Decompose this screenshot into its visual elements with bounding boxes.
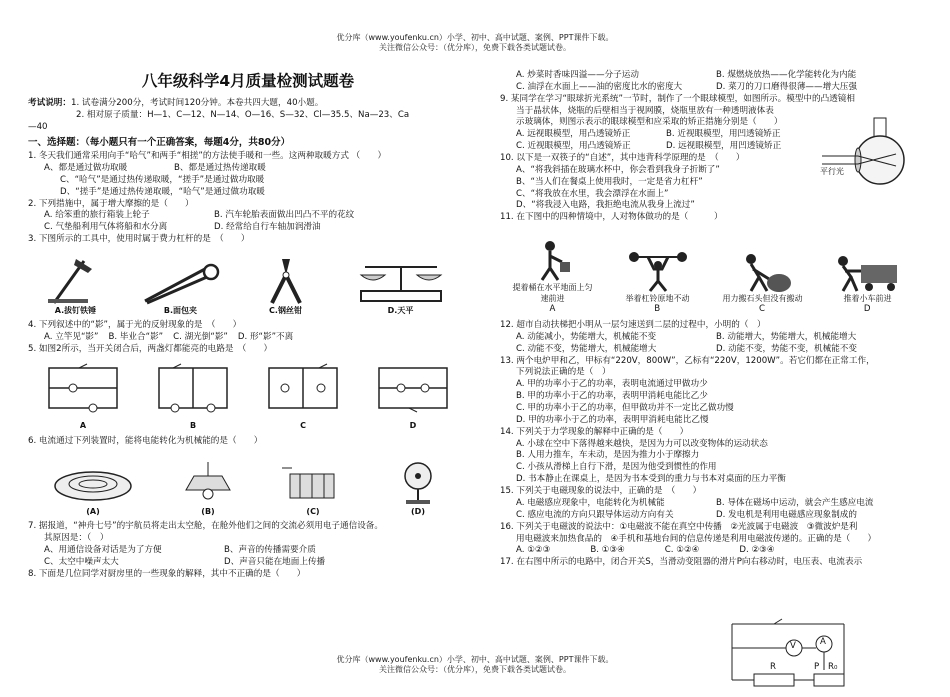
q10-stem: 10. 以下是一双筷子的“自述”，其中违背科学原理的是 （ ）	[500, 153, 745, 164]
q1-stem: 1. 冬天我们通常采用向手“哈气”和两手“相搓”的方法使手暖和一些。这两种取暖方式 （ ）	[28, 151, 387, 162]
q7-stem: 7. 据报道，“神舟七号”的宇航员将走出太空舱，在舱外他们之间的交流必须用电子通信设备。	[28, 521, 383, 532]
q14-option-a: A. 小球在空中下落得越来越快，是因为力可以改变物体的运动状态	[516, 438, 768, 449]
q15-option-d: D. 发电机是利用电磁感应现象制成的	[716, 509, 857, 520]
hammer-icon	[46, 255, 106, 305]
q6-label-d: (D)	[411, 507, 425, 517]
q12-stem: 12. 超市自动扶梯把小明从一层匀速送到二层的过程中，小明的（ ）	[500, 320, 766, 331]
q17-ammeter-label: A	[820, 637, 826, 647]
right-column	[500, 70, 920, 569]
circuit-diagram-icon	[153, 362, 233, 420]
q13-option-a: A. 甲的功率小于乙的功率，表明电流通过甲做功少	[516, 379, 708, 390]
q3-figure	[28, 250, 468, 316]
q9-stem: 9. 某同学在学习“眼球折光系统”一节时，制作了一个眼球模型，如图所示。模型中的凸透镜相	[500, 93, 855, 104]
q3-label-b: B.面包夹	[163, 305, 198, 315]
q11-caption-b: 举着杠铃原地不动	[625, 294, 690, 304]
eye-model-flask-icon	[820, 116, 920, 196]
q6-figure	[28, 451, 468, 517]
q5-figure	[28, 360, 468, 432]
q6-label-a: (A)	[86, 507, 100, 517]
q1-option-b: B、都是通过热传递取暖	[174, 162, 266, 173]
q11-scene-b	[618, 251, 698, 304]
q6-label-c: (C)	[306, 507, 320, 517]
note-2: 2. 相对原子质量：H—1、C—12、N—14、O—16、S—32、Cl—35.5、Na—23、Ca	[76, 110, 410, 121]
q11-label-c: C	[759, 304, 766, 315]
q5-circuit-c	[263, 362, 343, 431]
q17-r0-label: R₀	[828, 662, 838, 672]
pliers-icon	[256, 255, 316, 305]
page-header	[0, 33, 950, 54]
q16-option-d: D. ②③④	[739, 545, 775, 556]
q9-option-d: D. 远视眼模型，用凹透镜矫正	[666, 141, 782, 152]
q11-label-a: A	[549, 304, 556, 315]
q7-stem-2: 其原因是：（ ）	[44, 533, 109, 544]
q3-tool-d	[351, 255, 451, 316]
q11-figure	[500, 228, 920, 304]
q1-option-c: C、“哈气”是通过热传递取暖，“搓手”是通过做功取暖	[60, 174, 265, 185]
person-pushing-cart-icon	[833, 251, 903, 293]
q8-option-b: B. 煤燃烧放热——化学能转化为内能	[716, 70, 857, 80]
q13-stem: 13. 两个电炉甲和乙，甲标有“220V，800W”，乙标有“220V，1200W”。若它们都在正常工作，	[500, 355, 875, 366]
q9-figure	[820, 116, 920, 196]
q1-option-a: A、都是通过做功取暖	[44, 162, 128, 173]
q6-label-b: (B)	[201, 507, 215, 517]
q12-option-b: B. 动能增大，势能增大，机械能增大	[716, 331, 857, 342]
q5-label-d: D	[409, 421, 417, 431]
footer-line2: 关注微信公众号：（优分库），免费下载各类试题试卷。	[379, 665, 571, 675]
q5-label-c: C	[300, 421, 306, 431]
q12-option-d: D. 动能不变，势能不变，机械能不变	[716, 343, 857, 354]
q7-option-a: A、用通信设备对话是为了方便	[44, 545, 162, 556]
q11-scene-a	[513, 240, 593, 304]
q9-option-b: B. 近视眼模型，用凹透镜矫正	[666, 129, 781, 140]
q13-stem-2: 下列说法正确的是（ ）	[516, 367, 611, 378]
q16-option-c: C. ①②④	[664, 545, 700, 556]
page-footer	[0, 655, 950, 676]
q15-option-a: A. 电磁感应现象中，电能转化为机械能	[516, 497, 665, 508]
q14-option-b: B. 人用力推车，车未动，是因为推力小于摩擦力	[516, 450, 700, 461]
q17-figure	[724, 618, 864, 688]
q17-voltmeter-label: V	[790, 641, 796, 651]
q9-stem-3: 示玻璃体，则图示表示的眼球模型和应采取的矫正措施分别是（ ）	[516, 117, 783, 128]
q3-stem: 3. 下图所示的工具中，使用时属于费力杠杆的是 （ ）	[28, 234, 250, 245]
q17-stem: 17. 在右图中所示的电路中，闭合开关S，当滑动变阻器的滑片P向右移动时，电压表、电流表示	[500, 557, 863, 568]
circuit-diagram-icon	[43, 362, 123, 420]
q9-fig-label: 平行光	[820, 166, 844, 176]
weightlifter-icon	[628, 251, 688, 293]
q14-option-d: D. 书本静止在课桌上，是因为书本受到的重力与书本对桌面的压力平衡	[516, 474, 786, 485]
electric-stove-icon	[48, 460, 138, 506]
q9-option-a: A. 远视眼模型，用凸透镜矫正	[516, 129, 631, 140]
q5-stem: 5. 如图2所示，当开关闭合后，两盏灯都能亮的电路是 （ ）	[28, 343, 273, 354]
q2-option-d: D. 经常给自行车轴加润滑油	[214, 222, 321, 233]
electric-fan-icon	[388, 460, 448, 506]
q16-stem-2: 用电磁波来加热食品的 ④手机和基地台间的信息传递是利用电磁波传递的。正确的是（ ）	[516, 533, 877, 544]
q4-option-a: A. 立竿见“影”	[44, 331, 99, 342]
q16-option-b: B. ①③④	[590, 545, 625, 556]
q16-stem: 16. 下列关于电磁波的说法中：①电磁波不能在真空中传播 ②光波属于电磁波 ③微波炉是利	[500, 521, 858, 532]
header-line2: 关注微信公众号：（优分库），免费下载各类试题试卷。	[379, 43, 571, 53]
q2-stem: 2. 下列措施中，属于增大摩擦的是（ ）	[28, 198, 194, 209]
q2-option-a: A. 给笨重的旅行箱装上轮子	[44, 210, 150, 221]
q4-stem: 4. 下列叙述中的“影”，属于光的反射现象的是 （ ）	[28, 319, 242, 330]
q11-caption-d: 推着小车前进	[843, 294, 892, 304]
person-lifting-rock-icon	[733, 251, 793, 293]
q4-option-b: B. 毕业合“影”	[108, 331, 164, 342]
q8-stem: 8. 下面是几位同学对厨房里的一些现象的解释，其中不正确的是（ ）	[28, 568, 306, 579]
q10-option-d: D、“将我浸入电路，我拒绝电流从我身上流过”	[516, 200, 695, 211]
q6-device-c	[278, 460, 348, 517]
circuit-diagram-icon	[263, 362, 343, 420]
q11-label-d: D	[863, 304, 871, 315]
q17-circuit-icon	[724, 618, 864, 688]
person-carrying-bucket-icon	[528, 240, 578, 282]
note-1: 1. 试卷满分200分，考试时间120分钟。本卷共四大题，40小题。	[70, 98, 324, 109]
q10-option-c: C、“将我放在水里，我会漂浮在水面上”	[516, 188, 669, 199]
paper-title: 八年级科学4月质量检测试题卷	[141, 72, 355, 90]
q15-option-b: B. 导体在磁场中运动，就会产生感应电流	[716, 497, 874, 508]
footer-line1: 优分库（www.youfenku.cn）小学、初中、高中试题、案例、PPT课件下载。	[336, 655, 614, 664]
q11-stem: 11. 在下图中的四种情境中，人对物体做功的是（ ）	[500, 212, 723, 223]
header-line1: 优分库（www.youfenku.cn）小学、初中、高中试题、案例、PPT课件下载。	[336, 33, 614, 42]
q6-device-b	[178, 460, 238, 517]
q7-option-d: D、声音只能在地面上传播	[224, 556, 326, 567]
q13-option-c: C. 甲的功率小于乙的功率，但甲做功并不一定比乙做功慢	[516, 403, 734, 414]
q14-stem: 14. 下列关于力学现象的解释中正确的是（ ）	[500, 426, 689, 437]
q5-label-a: A	[79, 421, 87, 431]
q15-option-c: C. 感应电流的方向只跟导体运动方向有关	[516, 509, 674, 520]
q8-option-c: C. 油浮在水面上——油的密度比水的密度大	[516, 81, 683, 92]
q11-caption-c: 用力搬石头但没有搬动	[722, 294, 803, 304]
q5-circuit-a	[43, 362, 123, 431]
q2-option-c: C. 气垫船利用气体将船和水分离	[44, 222, 168, 233]
q3-tool-b	[141, 255, 221, 316]
q6-stem: 6. 电流通过下列装置时，能将电能转化为机械能的是（ ）	[28, 435, 263, 446]
q5-label-b: B	[189, 421, 197, 431]
q9-option-c: C. 近视眼模型，用凸透镜矫正	[516, 141, 631, 152]
q15-stem: 15. 下列关于电磁现象的说法中，正确的是 （ ）	[500, 486, 702, 497]
q3-label-a: A.拔钉铁锤	[54, 305, 97, 315]
q8-option-d: D. 菜刀的刀口磨得很薄——增大压强	[716, 81, 857, 92]
q4-option-c: C. 湖光倒“影”	[173, 331, 228, 342]
note-2b: —40	[28, 122, 48, 133]
q7-option-b: B、声音的传播需要介质	[224, 545, 316, 556]
q16-option-a: A. ①②③	[516, 545, 551, 556]
q11-scene-c	[723, 251, 803, 304]
q3-tool-c	[256, 255, 316, 316]
lamp-icon	[178, 460, 238, 506]
q11-label-b: B	[654, 304, 661, 315]
bread-clip-icon	[141, 255, 221, 305]
q17-resistor-label: R	[770, 662, 776, 672]
section-1-heading: 一、选择题：（每小题只有一个正确答案，每题4分，共80分）	[28, 136, 291, 148]
q7-option-c: C、太空中噪声太大	[44, 556, 119, 567]
q1-option-d: D、“搓手”是通过热传递取暖，“哈气”是通过做功取暖	[60, 186, 265, 197]
q4-option-d: D. 形“影”不离	[237, 331, 294, 342]
q3-label-d: D.天平	[387, 305, 414, 315]
notes-label: 考试说明：	[28, 98, 71, 109]
q5-circuit-b	[153, 362, 233, 431]
left-column	[28, 63, 468, 581]
q12-option-c: C. 动能不变，势能增大，机械能增大	[516, 343, 657, 354]
battery-charger-icon	[278, 460, 348, 506]
q6-device-a	[48, 460, 138, 517]
q13-option-b: B. 甲的功率小于乙的功率，表明甲消耗电能比乙少	[516, 391, 708, 402]
q11-caption-a: 提着桶在水平地面上匀速前进	[512, 283, 593, 304]
q10-option-a: A、“将我斜插在玻璃水杯中，你会看到我身子折断了”	[516, 164, 720, 175]
q13-option-d: D. 甲的功率小于乙的功率，表明甲消耗电能比乙慢	[516, 414, 709, 425]
q14-option-c: C. 小孩从滑梯上自行下滑，是因为他受到惯性的作用	[516, 462, 717, 473]
q9-stem-2: 当于晶状体，烧瓶的后壁相当于视网膜，烧瓶里放有一种透明液体表	[516, 105, 774, 116]
q12-option-a: A. 动能减小，势能增大，机械能不变	[516, 331, 657, 342]
q8-option-a: A. 炒菜时香味四溢——分子运动	[516, 70, 639, 80]
q3-label-c: C.钢丝钳	[269, 305, 302, 315]
q3-tool-a	[46, 255, 106, 316]
q11-scene-d	[828, 251, 908, 304]
q17-slider-label: P	[814, 662, 820, 672]
circuit-diagram-icon	[373, 362, 453, 420]
q2-option-b: B. 汽车轮胎表面做出凹凸不平的花纹	[214, 210, 355, 221]
balance-scale-icon	[351, 255, 451, 305]
q6-device-d	[388, 460, 448, 517]
q5-circuit-d	[373, 362, 453, 431]
q10-option-b: B、“当人们在餐桌上使用我时，一定是省力杠杆”	[516, 176, 703, 187]
